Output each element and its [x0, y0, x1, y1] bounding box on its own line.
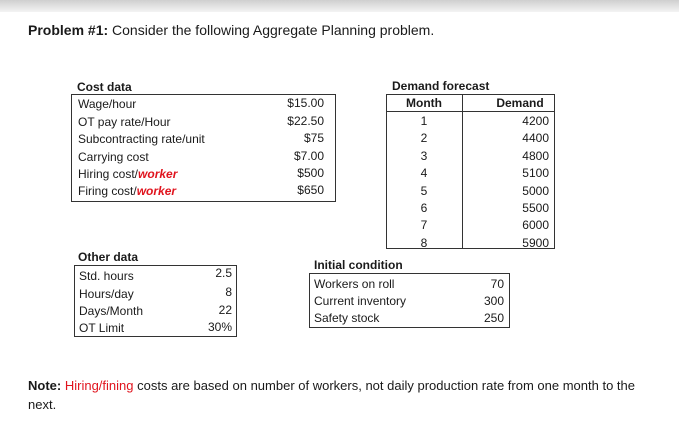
month-header: Month — [406, 96, 442, 110]
other-label-ot-limit: OT Limit — [79, 321, 125, 335]
demand-month-cell: 5 — [420, 184, 428, 198]
demand-month-cell: 6 — [420, 201, 428, 215]
demand-month-cell: 4 — [420, 166, 428, 180]
cost-label-hiring — [78, 167, 177, 181]
other-value-days-month: 22 — [218, 303, 232, 317]
firing-label-prefix: Firing cost/ — [78, 184, 137, 198]
firing-label-emph: worker — [136, 184, 177, 198]
demand-column-divider — [462, 94, 463, 249]
other-value-hours-day: 8 — [225, 285, 232, 299]
demand-value-cell: 5900 — [522, 236, 549, 250]
other-data-title: Other data — [78, 250, 139, 264]
initial-value-workers: 70 — [490, 277, 504, 291]
cost-label-firing — [78, 184, 176, 198]
demand-value-cell: 5100 — [522, 166, 549, 180]
other-label-std-hours: Std. hours — [79, 269, 134, 283]
demand-month-cell: 1 — [420, 114, 428, 128]
cost-value-carrying: $7.00 — [293, 149, 324, 163]
demand-month-cell: 8 — [420, 236, 428, 250]
cost-value-hiring: $500 — [297, 166, 324, 180]
initial-label-inventory: Current inventory — [314, 294, 407, 308]
demand-month-cell: 7 — [420, 218, 428, 232]
problem-text: Consider the following Aggregate Planning problem. — [108, 22, 435, 38]
note-emph: Hiring/fining — [64, 378, 134, 393]
initial-value-safety: 250 — [483, 311, 504, 325]
hiring-label-emph: worker — [138, 167, 178, 181]
cost-label-subcontracting: Subcontracting rate/unit — [78, 132, 205, 146]
cost-data-title: Cost data — [77, 80, 132, 94]
note-text: costs are based on number of workers, not daily production rate from one month to the next. — [28, 378, 635, 412]
other-label-days-month: Days/Month — [79, 304, 144, 318]
initial-label-safety: Safety stock — [314, 311, 380, 325]
demand-header-divider — [387, 111, 554, 112]
other-value-std-hours: 2.5 — [215, 266, 232, 280]
cost-value-ot-pay: $22.50 — [287, 114, 324, 128]
cost-label-carrying: Carrying cost — [78, 150, 149, 164]
initial-label-workers: Workers on roll — [314, 277, 395, 291]
note-label: Note: — [28, 378, 62, 393]
problem-label: Problem #1: — [28, 22, 109, 38]
cost-value-subcontracting: $75 — [303, 131, 324, 145]
other-value-ot-limit: 30% — [207, 320, 232, 334]
demand-value-cell: 4400 — [522, 131, 549, 145]
initial-title: Initial condition — [314, 258, 403, 272]
demand-value-cell: 6000 — [522, 218, 549, 232]
window-top-band — [0, 0, 679, 12]
demand-month-cell: 3 — [420, 149, 428, 163]
demand-title: Demand forecast — [392, 79, 490, 93]
cost-label-ot-pay: OT pay rate/Hour — [78, 115, 171, 129]
other-label-hours-day: Hours/day — [79, 287, 134, 301]
demand-value-cell: 5500 — [522, 201, 549, 215]
demand-value-cell: 4800 — [522, 149, 549, 163]
note-paragraph — [28, 376, 648, 414]
demand-header: Demand — [496, 96, 544, 110]
cost-value-firing: $650 — [297, 183, 324, 197]
initial-value-inventory: 300 — [483, 294, 504, 308]
hiring-label-prefix: Hiring cost/ — [78, 167, 139, 181]
demand-value-cell: 5000 — [522, 184, 549, 198]
cost-value-wage: $15.00 — [287, 96, 324, 110]
cost-label-wage: Wage/hour — [78, 97, 137, 111]
demand-value-cell: 4200 — [522, 114, 549, 128]
problem-heading — [28, 22, 434, 38]
demand-month-cell: 2 — [420, 131, 428, 145]
